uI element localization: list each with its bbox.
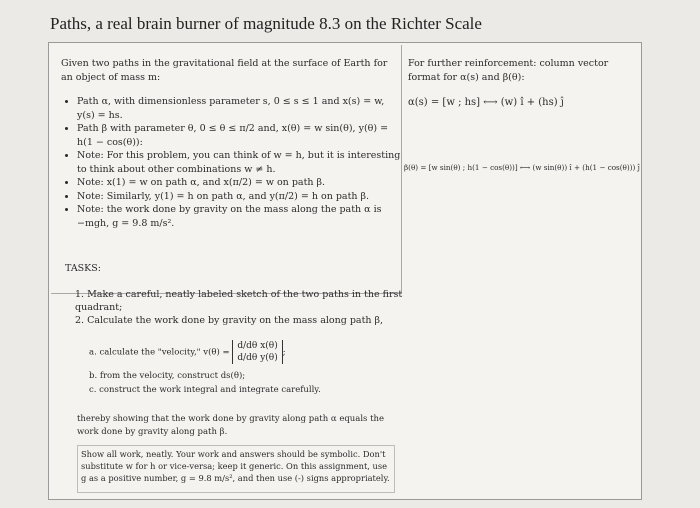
subtask-c: c. construct the work integral and integrate carefully.	[89, 385, 321, 395]
intro-text: Given two paths in the gravitational field at the surface of Earth for an object of mass m:	[61, 58, 388, 83]
reinforcement-heading: For further reinforcement: column vector format for α(s) and β(θ):	[408, 58, 609, 83]
instructions-note: Show all work, neatly. Your work and answers should be symbolic. Don't substitute w for h or vice-versa; keep it generic. On this assignment, use g as a positive number, g = 9.8 m/s², and then use (-) signs appropriately.	[77, 445, 395, 493]
bullet-item: • Path β with parameter θ, 0 ≤ θ ≤ π/2 and, x(θ) = w sin(θ), y(θ) = h(1 − cos(θ)):	[77, 122, 402, 149]
problem-statement	[51, 45, 402, 294]
reinforcement-panel	[404, 45, 639, 205]
task-item: 1. Make a careful, neatly labeled sketch of the two paths in the first quadrant;	[75, 289, 403, 313]
velocity-vector: d/dθ x(θ) d/dθ y(θ)	[232, 340, 282, 364]
bullet-item: • Note: the work done by gravity on the mass along the path α is −mgh, g = 9.8 m/s².	[77, 203, 402, 230]
assignment-panel	[48, 42, 642, 500]
bullet-item: • Note: Similarly, y(1) = h on path α, and y(π/2) = h on path β.	[77, 190, 402, 204]
subtask-b: b. from the velocity, construct ds(θ);	[89, 371, 246, 381]
beta-equation: β(θ) = [w sin(θ) ; h(1 − cos(θ))] ⟷ (w sin(θ)) î + (h(1 − cos(θ))) ĵ	[404, 163, 640, 172]
bullet-item: • Path α, with dimensionless parameter s, 0 ≤ s ≤ 1 and x(s) = w, y(s) = hs.	[77, 95, 402, 122]
alpha-equation: α(s) = [w ; hs] ⟷ (w) î + (hs) ĵ	[408, 97, 564, 108]
task-list	[75, 288, 405, 327]
bullet-item: • Note: x(1) = w on path α, and x(π/2) = w on path β.	[77, 176, 402, 190]
bullet-list	[61, 95, 402, 230]
tasks-heading: TASKS:	[65, 263, 101, 274]
page-title: Paths, a real brain burner of magnitude 8.3 on the Richter Scale	[50, 14, 482, 33]
task-item: 2. Calculate the work done by gravity on the mass along path β,	[75, 315, 384, 326]
subtask-a: a. calculate the "velocity," v(θ) = d/dθ x(θ) d/dθ y(θ);	[89, 341, 286, 363]
bullet-item: • Note: For this problem, you can think of w = h, but it is interesting to think about other combinations w ≠ h.	[77, 149, 402, 176]
conclusion-text: thereby showing that the work done by gravity along path α equals the work done by gravity along path β.	[77, 414, 385, 437]
